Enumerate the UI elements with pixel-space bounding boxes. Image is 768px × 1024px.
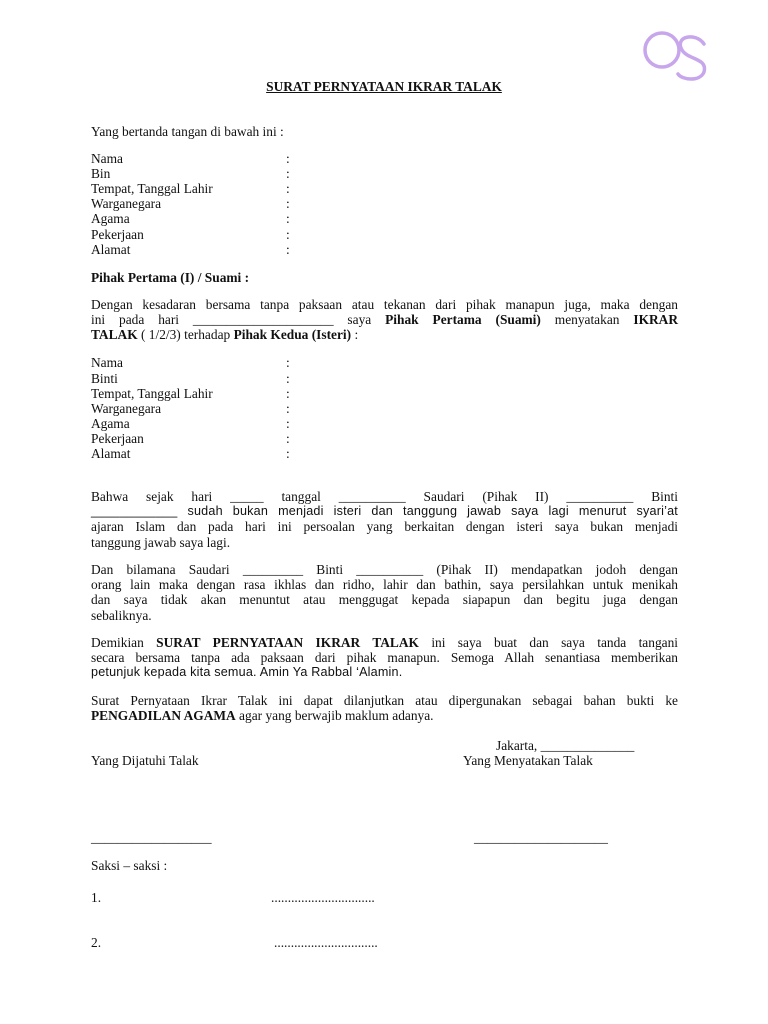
field-colon: : [286, 151, 290, 166]
field-label: Agama [91, 416, 130, 431]
witness-number: 2. [91, 935, 102, 950]
paragraph-line: petunjuk kepada kita semua. Amin Ya Rabbal ‘Alamin. [91, 665, 403, 680]
field-label: Pekerjaan [91, 431, 144, 446]
paragraph-line: tanggung jawab saya lagi. [91, 534, 231, 550]
field-colon: : [286, 227, 290, 242]
pihak-pertama-heading: Pihak Pertama (I) / Suami : [91, 270, 250, 285]
paragraph-court [91, 693, 678, 723]
paragraph-line: Surat Pernyataan Ikrar Talak ini dapat dilanjutkan atau dipergunakan sebagai bahan bukti ke [91, 693, 678, 708]
signatory-left-label: Yang Dijatuhi Talak [91, 753, 199, 768]
paragraph-line: sebaliknya. [91, 607, 152, 623]
signature-line-left: __________________ [91, 830, 212, 845]
field-colon: : [286, 196, 290, 211]
signature-line-right: ____________________ [474, 830, 608, 845]
paragraph-line: Bahwa sejak hari _____ tanggal __________ Saudari (Pihak II) __________ Binti [91, 489, 678, 504]
os-monogram-logo-icon [638, 22, 714, 84]
field-colon: : [286, 242, 290, 257]
field-colon: : [286, 355, 290, 370]
field-label: Agama [91, 211, 130, 226]
paragraph-line: Dan bilamana Saudari _________ Binti __________ (Pihak II) mendapatkan jodoh dengan [91, 562, 678, 577]
document-title: SURAT PERNYATAAN IKRAR TALAK [266, 79, 502, 94]
paragraph-line: PENGADILAN AGAMA agar yang berwajib maklum adanya. [91, 708, 434, 724]
field-label: Warganegara [91, 196, 162, 211]
paragraph-line: Dengan kesadaran bersama tanpa paksaan atau tekanan dari pihak manapun juga, maka dengan [91, 297, 678, 312]
witness-number: 1. [91, 890, 102, 905]
paragraph-since [91, 489, 678, 550]
field-label: Alamat [91, 242, 131, 257]
field-colon: : [286, 416, 290, 431]
field-colon: : [286, 446, 290, 461]
paragraph-line: TALAK ( 1/2/3) terhadap Pihak Kedua (Isteri) : [91, 327, 359, 343]
field-label: Pekerjaan [91, 227, 144, 242]
field-label: Alamat [91, 446, 131, 461]
field-colon: : [286, 371, 290, 386]
field-colon: : [286, 181, 290, 196]
paragraph-closing [91, 635, 678, 681]
paragraph-line: orang lain maka dengan rasa ikhlas dan ridho, lahir dan bathin, saya persilahkan untuk menikah [91, 577, 678, 593]
paragraph-line: Demikian SURAT PERNYATAAN IKRAR TALAK ini saya buat dan saya tanda tangani [91, 635, 678, 650]
field-colon: : [286, 401, 290, 416]
signatory-right-label: Yang Menyatakan Talak [463, 753, 593, 768]
paragraph-line: ____________ sudah bukan menjadi isteri dan tanggung jawab saya lagi menurut syari’at [91, 504, 678, 519]
field-label: Tempat, Tanggal Lahir [91, 181, 213, 196]
field-label: Nama [91, 355, 123, 370]
paragraph-declaration [91, 297, 678, 343]
field-colon: : [286, 431, 290, 446]
witness-signature-dots: ............................... [271, 890, 375, 905]
field-label: Bin [91, 166, 111, 181]
paragraph-line: ajaran Islam dan pada hari ini persoalan yang berkaitan dengan isteri saya bukan menjadi [91, 519, 678, 535]
field-colon: : [286, 166, 290, 181]
paragraph-line: dan saya tidak akan menuntut atau menggugat kepada siapapun dan begitu juga dengan [91, 592, 678, 608]
paragraph-line: ini pada hari _____________________ saya Pihak Pertama (Suami) menyatakan IKRAR [91, 312, 679, 328]
paragraph-line: secara bersama tanpa ada paksaan dari pihak manapun. Semoga Allah senantiasa memberikan [91, 650, 678, 666]
paragraph-remarry [91, 562, 678, 623]
field-label: Warganegara [91, 401, 162, 416]
field-colon: : [286, 211, 290, 226]
place-date: Jakarta, ______________ [496, 738, 635, 753]
witnesses-heading: Saksi – saksi : [91, 858, 168, 873]
field-colon: : [286, 386, 290, 401]
intro-text: Yang bertanda tangan di bawah ini : [91, 124, 284, 139]
field-label: Binti [91, 371, 118, 386]
field-label: Tempat, Tanggal Lahir [91, 386, 213, 401]
field-label: Nama [91, 151, 123, 166]
witness-signature-dots: ............................... [274, 935, 378, 950]
